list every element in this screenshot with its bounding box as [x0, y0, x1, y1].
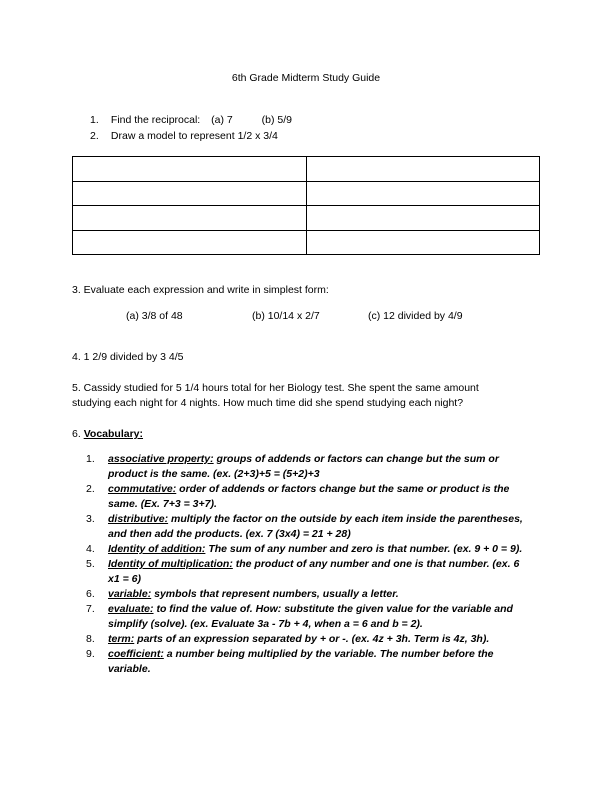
table-row [73, 157, 540, 182]
question-2 [90, 130, 278, 142]
item-body [108, 482, 528, 512]
list-item [86, 482, 536, 512]
table-row [73, 206, 540, 231]
table-cell [306, 230, 540, 255]
item-number: 3. [86, 513, 95, 525]
question-number: 1. [90, 114, 99, 126]
vocabulary-heading [72, 428, 143, 440]
table-cell [73, 206, 307, 231]
vocab-definition: the product of any number and one is that number. (ex. 6 x1 = 6) [108, 558, 520, 585]
table-cell [73, 157, 307, 182]
vocab-term: term: [108, 633, 135, 645]
vocab-definition: symbols that represent numbers, usually a letter. [151, 588, 399, 600]
option-a: (a) 7 [211, 114, 233, 126]
list-item [86, 587, 536, 602]
question-1 [90, 114, 292, 126]
question-number: 6. [72, 428, 81, 440]
item-number: 1. [86, 453, 95, 465]
item-body [108, 647, 528, 677]
list-item [86, 647, 536, 677]
item-body [108, 512, 528, 542]
vocab-term: commutative: [108, 483, 177, 495]
question-5-line-1: 5. Cassidy studied for 5 1/4 hours total for her Biology test. She spent the same amount [72, 382, 479, 394]
item-number: 4. [86, 543, 95, 555]
table-row [73, 181, 540, 206]
list-item [86, 632, 536, 647]
vocab-definition: groups of addends or factors can change but the sum or product is the same. (ex. (2+3)+5 = (5+2)+3 [108, 453, 499, 480]
question-3-text: 3. Evaluate each expression and write in simplest form: [72, 284, 329, 296]
item-number: 8. [86, 633, 95, 645]
question-5-line-2: studying each night for 4 nights. How much time did she spend studying each night? [72, 397, 464, 409]
list-item [86, 557, 536, 587]
list-item [86, 602, 536, 632]
list-item [86, 452, 536, 482]
vocab-definition: parts of an expression separated by + or -. (ex. 4z + 3h. Term is 4z, 3h). [134, 633, 490, 645]
vocab-term: evaluate: [108, 603, 154, 615]
vocab-term: variable: [108, 588, 152, 600]
vocab-definition: to find the value of. How: substitute the given value for the variable and simplify (solve). (ex. Evaluate 3a - 7b + 4, when a = 6 and b = 2). [108, 603, 513, 630]
vocab-term: distributive: [108, 513, 169, 525]
vocab-term: coefficient: [108, 648, 164, 660]
vocab-term: associative property: [108, 453, 214, 465]
item-body [108, 632, 528, 647]
question-number: 2. [90, 130, 99, 142]
question-4-text: 4. 1 2/9 divided by 3 4/5 [72, 351, 184, 363]
item-number: 5. [86, 558, 95, 570]
vocabulary-list [86, 452, 536, 677]
part-c: (c) 12 divided by 4/9 [368, 310, 463, 322]
list-item [86, 542, 536, 557]
option-b: (b) 5/9 [261, 114, 293, 126]
vocab-definition: a number being multiplied by the variable. The number before the variable. [108, 648, 494, 675]
part-b: (b) 10/14 x 2/7 [252, 310, 320, 322]
item-body [108, 452, 528, 482]
question-text: Find the reciprocal: [110, 114, 201, 126]
table-cell [306, 181, 540, 206]
item-body [108, 587, 528, 602]
vocab-term: Identity of multiplication: [108, 558, 233, 570]
page-title: 6th Grade Midterm Study Guide [231, 72, 381, 84]
table-cell [73, 181, 307, 206]
answer-grid [72, 156, 540, 255]
vocabulary-label: Vocabulary: [83, 428, 144, 440]
table-cell [306, 157, 540, 182]
item-body [108, 542, 528, 557]
vocab-definition: multiply the factor on the outside by each item inside the parentheses, and then add the products. (ex. 7 (3x4) = 21 + 28) [108, 513, 523, 540]
question-text: Draw a model to represent 1/2 x 3/4 [110, 130, 278, 142]
item-number: 7. [86, 603, 95, 615]
item-number: 2. [86, 483, 95, 495]
part-a: (a) 3/8 of 48 [126, 310, 183, 322]
item-number: 6. [86, 588, 95, 600]
table-row [73, 230, 540, 255]
vocab-definition: The sum of any number and zero is that number. (ex. 9 + 0 = 9). [205, 543, 523, 555]
item-body [108, 557, 528, 587]
item-number: 9. [86, 648, 95, 660]
item-body [108, 602, 528, 632]
vocab-definition: order of addends or factors change but the same or product is the same. (Ex. 7+3 = 3+7). [108, 483, 510, 510]
list-item [86, 512, 536, 542]
table-cell [306, 206, 540, 231]
table-cell [73, 230, 307, 255]
vocab-term: Identity of addition: [108, 543, 206, 555]
